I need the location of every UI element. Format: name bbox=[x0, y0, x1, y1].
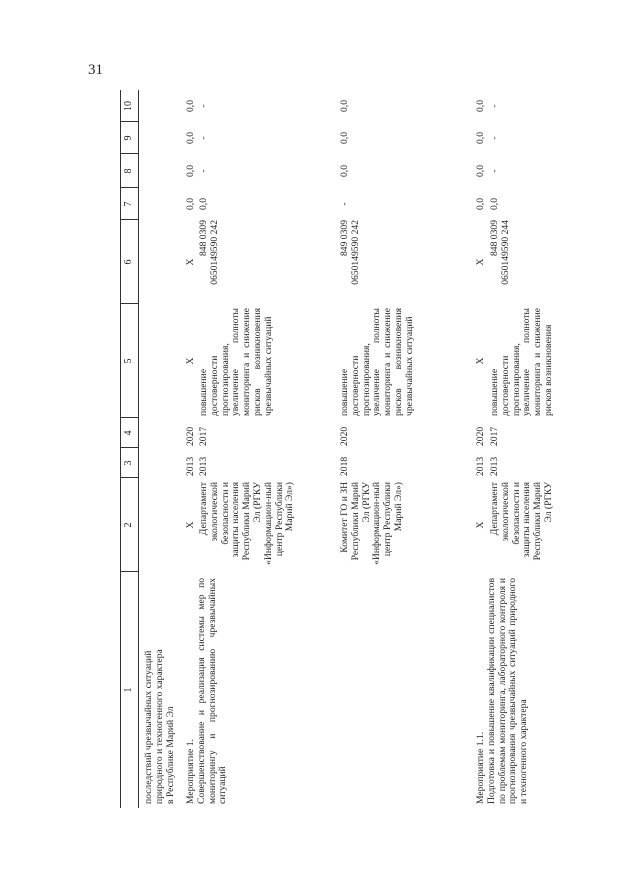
row-4-v7: 0,0 bbox=[489, 198, 500, 210]
intro-text: последствий чрезвычайных ситуаций природного и техногенного характера в Республике Марий Эл bbox=[143, 649, 176, 804]
row-3-v7: 0,0 bbox=[475, 198, 486, 210]
row-3-v10: 0,0 bbox=[475, 100, 486, 112]
row-3-start: 2013 bbox=[475, 456, 486, 476]
row-0-v7: 0,0 bbox=[185, 198, 196, 210]
col-header-5: 5 bbox=[123, 358, 134, 364]
row-1-v7: 0,0 bbox=[198, 198, 209, 210]
col-header-2: 2 bbox=[123, 522, 134, 528]
row-4-v8: - bbox=[489, 169, 500, 173]
row-4-v9: - bbox=[489, 136, 500, 140]
row-3-v9: 0,0 bbox=[475, 132, 486, 144]
col-header-9: 9 bbox=[123, 135, 134, 141]
row-0-name: Мероприятие 1. Совершенствование и реализация системы мер по мониторингу и прогнозированию чрезвычайных ситуаций bbox=[185, 578, 229, 804]
row-2-code: 849 0309 0650149590 242 bbox=[339, 220, 361, 285]
row-1-end: 2017 bbox=[198, 426, 209, 446]
page-number: 31 bbox=[88, 62, 103, 78]
row-1-v9: - bbox=[198, 136, 209, 140]
col-header-3: 3 bbox=[123, 460, 134, 466]
row-2-end: 2020 bbox=[339, 426, 350, 446]
col-header-6: 6 bbox=[123, 259, 134, 265]
row-1-v8: - bbox=[198, 169, 209, 173]
row-2-start: 2018 bbox=[339, 456, 350, 476]
row-4-v10: - bbox=[489, 104, 500, 108]
row-1-start: 2013 bbox=[198, 456, 209, 476]
row-1-executor: Департамент экологической безопасности и защиты населения Республики Марий Эл (РГКУ «Информацион-ный центр Республики Марий Эл») bbox=[198, 482, 296, 565]
row-3-code: X bbox=[475, 258, 486, 266]
row-2-v9: 0,0 bbox=[339, 132, 350, 144]
row-2-result: повышение достоверности прогнозирования, увеличение полноты мониторинга и снижение рисков возникновения чрезвычайных ситуаций bbox=[339, 308, 415, 416]
row-0-end: 2020 bbox=[185, 426, 196, 446]
budget-table bbox=[120, 90, 624, 808]
row-4-result: повышение достоверности прогнозирования, увеличение полноты мониторинга и снижение рисков возникновения bbox=[489, 308, 554, 416]
row-4-end: 2017 bbox=[489, 426, 500, 446]
row-0-v8: 0,0 bbox=[185, 165, 196, 177]
col-header-4: 4 bbox=[123, 430, 134, 436]
row-3-name: Мероприятие 1.1. Подготовка и повышение квалификации специалистов по проблемам мониторинга, лабораторного контроля и прогнозирования чрезвычайных ситуаций природного и техногенного характера bbox=[475, 578, 530, 804]
row-2-v7: - bbox=[339, 202, 350, 206]
row-0-code: X bbox=[185, 258, 196, 266]
row-1-code: 848 0309 0650149590 242 bbox=[198, 220, 220, 285]
col-header-7: 7 bbox=[123, 201, 134, 207]
row-2-executor: Комитет ГО и ЗН Республики Марий Эл (РГКУ «Информацион-ный центр Республики Марий Эл») bbox=[339, 482, 404, 565]
row-0-start: 2013 bbox=[185, 456, 196, 476]
row-3-executor: X bbox=[475, 521, 486, 529]
row-4-start: 2013 bbox=[489, 456, 500, 476]
row-2-v8: 0,0 bbox=[339, 165, 350, 177]
row-3-end: 2020 bbox=[475, 426, 486, 446]
col-header-8: 8 bbox=[123, 168, 134, 174]
row-0-v9: 0,0 bbox=[185, 132, 196, 144]
row-3-result: X bbox=[475, 357, 486, 365]
row-1-v10: - bbox=[198, 104, 209, 108]
col-header-10: 10 bbox=[123, 101, 134, 111]
row-0-v10: 0,0 bbox=[185, 100, 196, 112]
row-1-result: повышение достоверности прогнозирования, увеличение полноты мониторинга и снижение рисков возникновения чрезвычайных ситуаций bbox=[198, 308, 274, 416]
row-2-v10: 0,0 bbox=[339, 100, 350, 112]
row-3-v8: 0,0 bbox=[475, 165, 486, 177]
col-header-1: 1 bbox=[123, 687, 134, 693]
row-0-executor: X bbox=[185, 521, 196, 529]
row-4-code: 848 0309 0650149590 244 bbox=[489, 220, 511, 285]
row-0-result: X bbox=[185, 357, 196, 365]
row-4-executor: Департамент экологической безопасности и защиты населения Республики Марий Эл (РГКУ bbox=[489, 482, 554, 561]
